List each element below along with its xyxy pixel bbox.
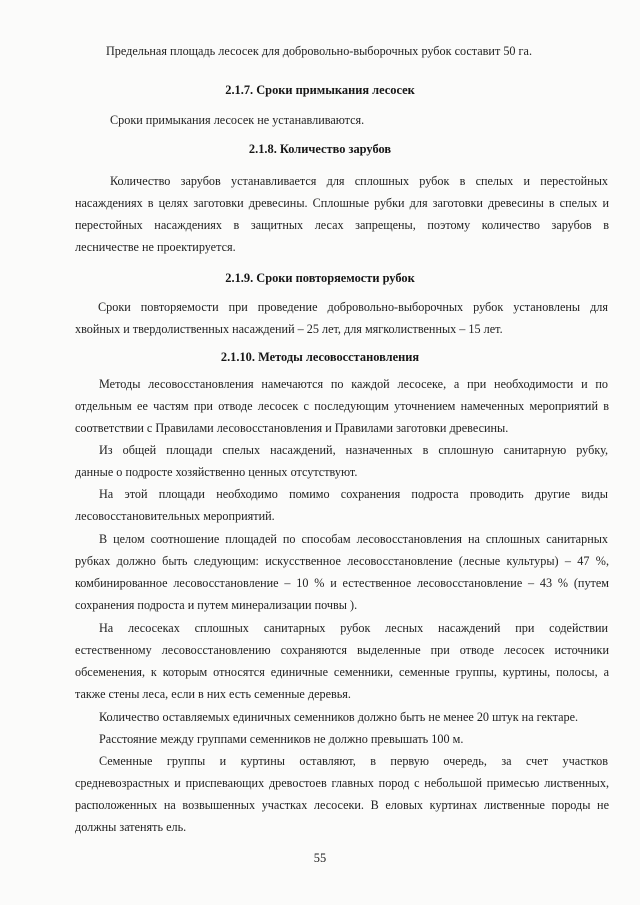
paragraph-line: Методы лесовосстановления намечаются по каждой лесосеке, а при необходимости и по xyxy=(99,377,608,391)
paragraph-line: рубках должно быть следующим: искусственное лесовосстановление (лесные культуры) – 47 %, xyxy=(75,554,609,568)
paragraph-line: отдельным ее частям при отводе лесосек с последующим уточнением намеченных мероприятий в xyxy=(75,399,609,413)
paragraph-line: данные о подросте хозяйственно ценных отсутствуют. xyxy=(75,465,358,479)
paragraph-line: соответствии с Правилами лесовосстановления и Правилами заготовки древесины. xyxy=(75,421,509,435)
paragraph-line: Из общей площади спелых насаждений, назначенных в сплошную санитарную рубку, xyxy=(99,443,608,457)
paragraph-line: должны затенять ель. xyxy=(75,820,187,834)
paragraph-line: сохранения подроста и путем минерализации почвы ). xyxy=(75,598,358,612)
paragraph-line: насаждениях в целях заготовки древесины. Сплошные рубки для заготовки древесины в спелых и xyxy=(75,196,609,210)
paragraph-line: расположенных на возвышенных участках лесосеки. В еловых куртинах лиственные породы не xyxy=(75,798,609,812)
heading-2-1-9: 2.1.9. Сроки повторяемости рубок xyxy=(225,271,415,285)
paragraph-line: естественному лесовосстановлению сохраняются выделенные при отводе лесосек источники xyxy=(75,643,609,657)
heading-2-1-7: 2.1.7. Сроки примыкания лесосек xyxy=(225,83,415,97)
heading-2-1-10: 2.1.10. Методы лесовосстановления xyxy=(220,350,420,364)
paragraph-line: На лесосеках сплошных санитарных рубок лесных насаждений при содействии xyxy=(99,621,608,635)
paragraph-line: В целом соотношение площадей по способам лесовосстановления на сплошных санитарных xyxy=(99,532,608,546)
paragraph-line: Расстояние между группами семенников не должно превышать 100 м. xyxy=(99,732,464,746)
paragraph-line: Сроки примыкания лесосек не устанавливаются. xyxy=(110,113,365,127)
paragraph-line: Семенные группы и куртины оставляют, в первую очередь, за счет участков xyxy=(99,754,608,768)
paragraph-line: лесничестве не проектируется. xyxy=(75,240,236,254)
paragraph-line: обсеменения, к которым относятся единичные семенники, семенные группы, куртины, полосы, а xyxy=(75,665,609,679)
page-number: 55 xyxy=(313,851,327,865)
paragraph-line: Сроки повторяемости при проведение добровольно-выборочных рубок установлены для xyxy=(98,300,608,314)
limit-area-line: Предельная площадь лесосек для добровольно-выборочных рубок составит 50 га. xyxy=(106,44,533,58)
paragraph-line: комбинированное лесовосстановление – 10 % и естественное лесовосстановление – 43 % (путем xyxy=(75,576,609,590)
paragraph-line: хвойных и твердолиственных насаждений – 25 лет, для мягколиственных – 15 лет. xyxy=(75,322,503,336)
paragraph-line: Количество зарубов устанавливается для сплошных рубок в спелых и перестойных xyxy=(110,174,608,188)
paragraph-line: средневозрастных и приспевающих древостоев главных пород с небольшой примесью лиственных, xyxy=(75,776,609,790)
paragraph-line: также стены леса, если в них есть семенные деревья. xyxy=(75,687,351,701)
paragraph-line: Количество оставляемых единичных семенников должно быть не менее 20 штук на гектаре. xyxy=(99,710,579,724)
heading-2-1-8: 2.1.8. Количество зарубов xyxy=(248,142,392,156)
paragraph-line: перестойных насаждениях в защитных лесах запрещены, поэтому количество зарубов в xyxy=(75,218,609,232)
paragraph-line: На этой площади необходимо помимо сохранения подроста проводить другие виды xyxy=(99,487,608,501)
paragraph-line: лесовосстановительных мероприятий. xyxy=(75,509,275,523)
